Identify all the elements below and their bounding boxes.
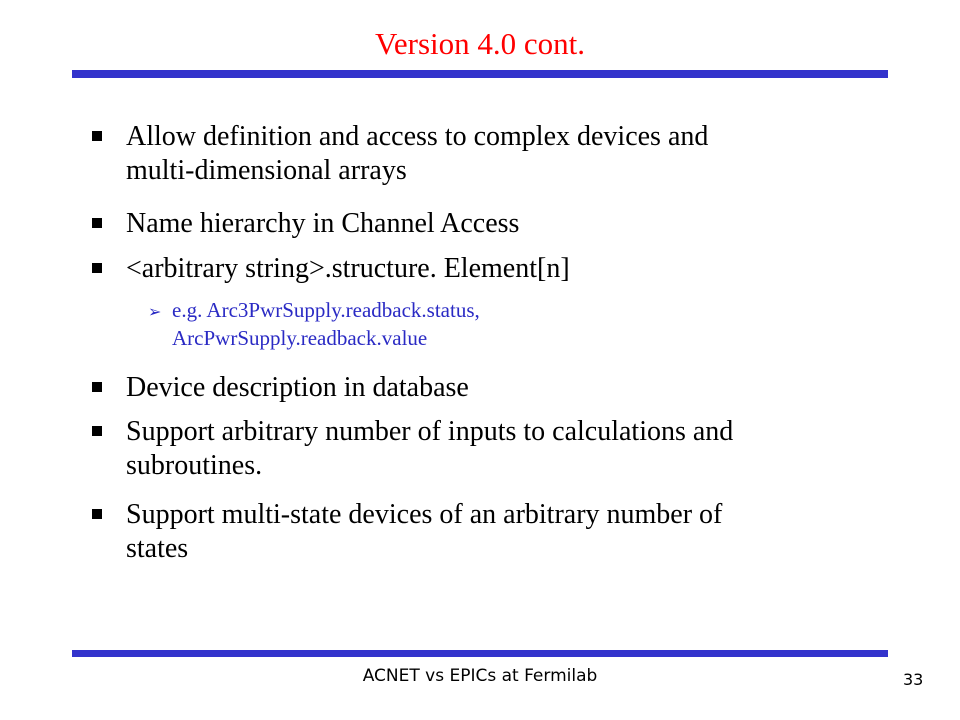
square-bullet-icon (92, 218, 102, 228)
bullet-item (126, 371, 886, 405)
bullet-item (126, 252, 886, 286)
bullet-item (126, 415, 906, 483)
bullet-item (126, 207, 886, 241)
square-bullet-icon (92, 263, 102, 273)
page-number: 33 (903, 670, 924, 689)
square-bullet-icon (92, 426, 102, 436)
bullet-line: Support multi-state devices of an arbitrary number of (126, 499, 723, 530)
sub-bullet-line: ArcPwrSupply.readback.value (172, 326, 428, 350)
arrow-bullet-icon: ➢ (148, 302, 162, 321)
top-divider (72, 70, 888, 78)
bullet-line: Device description in database (126, 372, 469, 403)
bullet-item (126, 120, 886, 188)
bottom-divider (72, 650, 888, 657)
footer-text: ACNET vs EPICs at Fermilab (362, 666, 598, 686)
sub-bullet-line: e.g. Arc3PwrSupply.readback.status, (172, 298, 480, 322)
bullet-line: states (126, 533, 189, 564)
square-bullet-icon (92, 131, 102, 141)
bullet-line: subroutines. (126, 450, 263, 481)
square-bullet-icon (92, 509, 102, 519)
bullet-line: multi-dimensional arrays (126, 155, 407, 186)
bullet-line: Support arbitrary number of inputs to calculations and (126, 416, 734, 447)
square-bullet-icon (92, 382, 102, 392)
sub-bullet-item (172, 296, 872, 352)
bullet-line: Allow definition and access to complex devices and (126, 121, 709, 152)
bullet-item (126, 498, 906, 566)
slide-title: Version 4.0 cont. (374, 26, 586, 61)
bullet-line: <arbitrary string>.structure. Element[n] (126, 253, 570, 284)
bullet-line: Name hierarchy in Channel Access (126, 208, 520, 239)
